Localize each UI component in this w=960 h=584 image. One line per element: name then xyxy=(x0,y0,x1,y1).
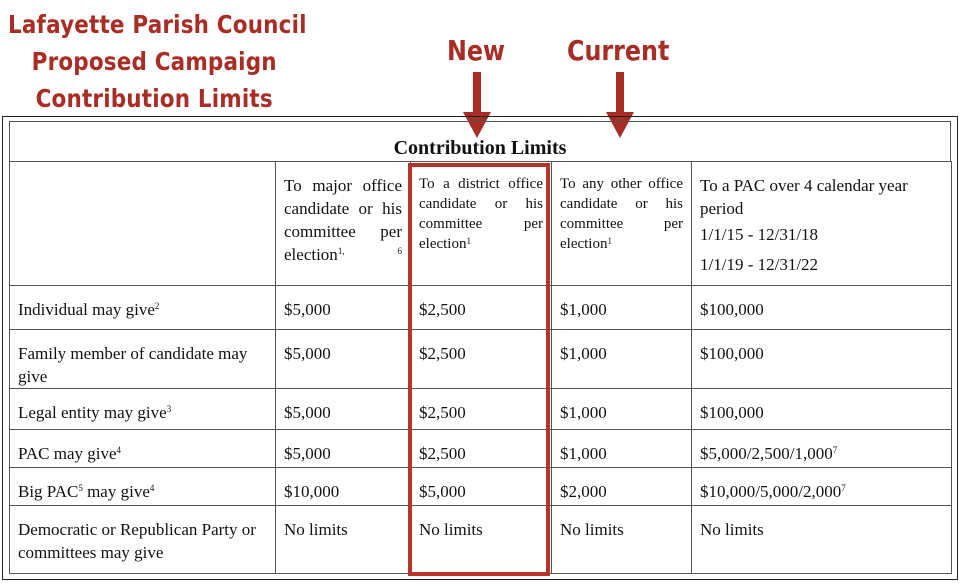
cell-other: $1,000 xyxy=(552,430,692,468)
cell-district: $2,500 xyxy=(411,389,552,430)
cell-pac: $100,000 xyxy=(692,389,952,430)
title-line-3: Contribution Limits xyxy=(35,84,273,113)
cell-other: $2,000 xyxy=(552,468,692,506)
cell-pac: $5,000/2,500/1,000$^7$ xyxy=(692,430,952,468)
cell-major: $5,000 xyxy=(276,430,411,468)
row-label: Individual may give$^2$ xyxy=(10,286,276,330)
header-major: To major office candidate or his committee per election$^{1, 6}$ xyxy=(276,162,411,286)
header-blank xyxy=(10,162,276,286)
pac-period-2: 1/1/19 - 12/31/22 xyxy=(700,255,819,274)
new-label: New xyxy=(447,34,506,67)
header-district: To a district office candidate or his committee per election$^1$ xyxy=(411,162,552,286)
header-other: To any other office candidate or his committee per election$^1$ xyxy=(552,162,692,286)
row-label: Democratic or Republican Party or committees may give xyxy=(10,506,276,574)
header-pac: To a PAC over 4 calendar year period 1/1/15 - 12/31/18 1/1/19 - 12/31/22 xyxy=(692,162,952,286)
row-label: Family member of candidate may give xyxy=(10,330,276,389)
row-label: Big PAC$^5$ may give$^4$ xyxy=(10,468,276,506)
cell-major: $10,000 xyxy=(276,468,411,506)
cell-district: $2,500 xyxy=(411,330,552,389)
cell-district: $2,500 xyxy=(411,286,552,330)
cell-district: $5,000 xyxy=(411,468,552,506)
title-line-1: Lafayette Parish Council xyxy=(8,10,307,39)
cell-pac: $100,000 xyxy=(692,286,952,330)
cell-district: No limits xyxy=(411,506,552,574)
cell-major: $5,000 xyxy=(276,286,411,330)
cell-pac: No limits xyxy=(692,506,952,574)
district-column-highlight xyxy=(408,163,550,576)
cell-other: No limits xyxy=(552,506,692,574)
cell-major: $5,000 xyxy=(276,330,411,389)
page-title xyxy=(8,6,307,117)
cell-district: $2,500 xyxy=(411,430,552,468)
cell-other: $1,000 xyxy=(552,330,692,389)
title-line-2: Proposed Campaign xyxy=(31,47,277,76)
table-caption: Contribution Limits xyxy=(9,121,951,161)
cell-pac: $10,000/5,000/2,000$^7$ xyxy=(692,468,952,506)
cell-pac: $100,000 xyxy=(692,330,952,389)
row-label: PAC may give$^4$ xyxy=(10,430,276,468)
row-label: Legal entity may give$^3$ xyxy=(10,389,276,430)
cell-other: $1,000 xyxy=(552,286,692,330)
cell-other: $1,000 xyxy=(552,389,692,430)
current-label: Current xyxy=(567,34,670,67)
cell-major: No limits xyxy=(276,506,411,574)
cell-major: $5,000 xyxy=(276,389,411,430)
pac-period-1: 1/1/15 - 12/31/18 xyxy=(700,225,819,244)
